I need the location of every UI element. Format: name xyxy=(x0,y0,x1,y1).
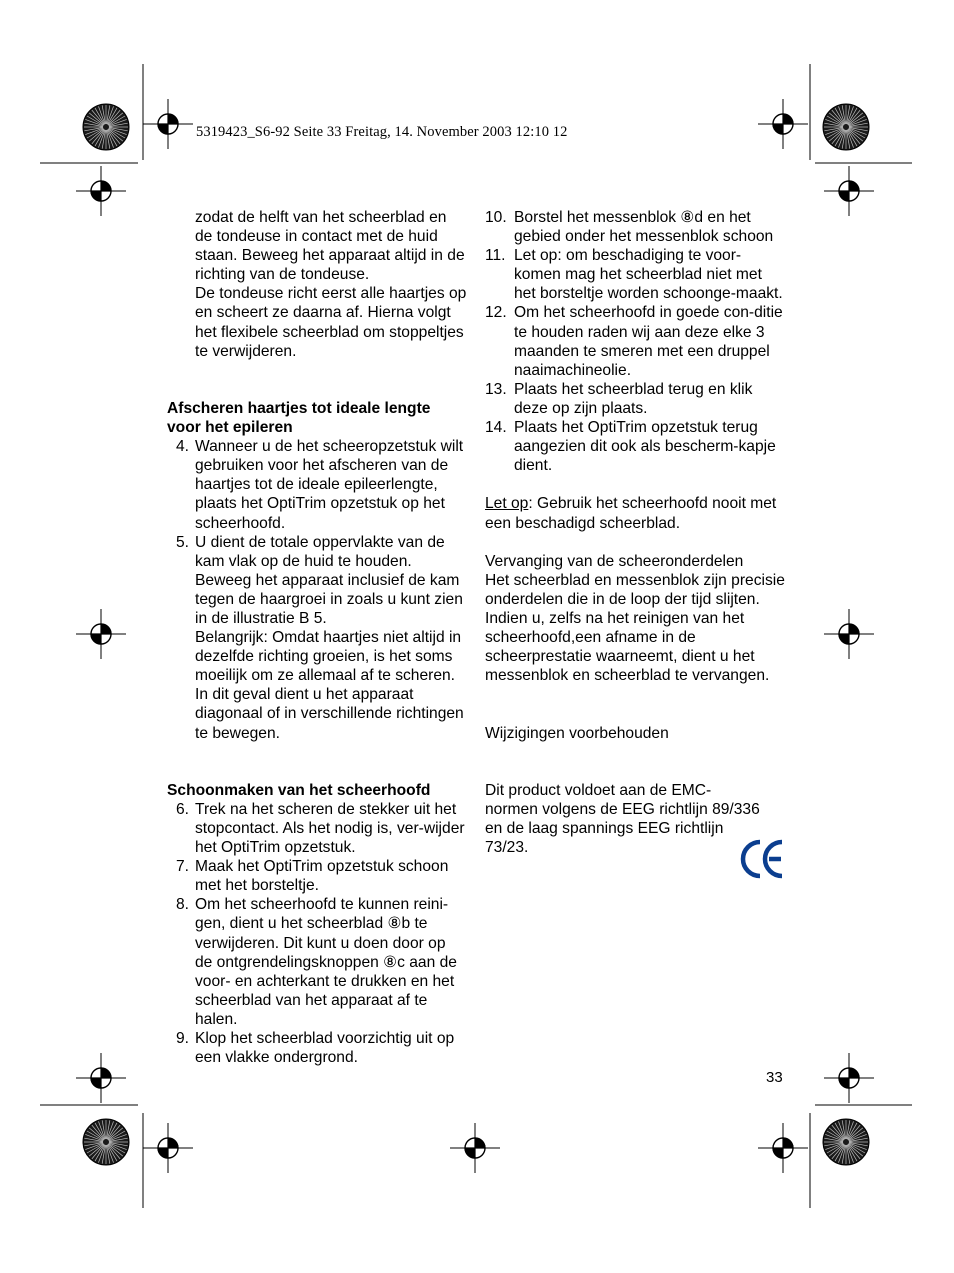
item-number: 5. xyxy=(176,533,190,551)
item-number: 4. xyxy=(176,438,190,456)
item-text: Plaats het OptiTrim opzetstuk terug aangezien dit ook als bescherm-kapje dient. xyxy=(514,419,776,475)
right-column xyxy=(485,208,785,857)
replacement-heading: Vervanging van de scheeronderdelen xyxy=(485,552,744,570)
list-item xyxy=(485,303,785,379)
registration-mark xyxy=(824,166,874,216)
item-number: 14. xyxy=(485,419,507,437)
warning-text: : Gebruik het scheerhoofd nooit met een beschadigd scheerblad. xyxy=(485,495,777,532)
list-item xyxy=(485,208,785,246)
list-item xyxy=(167,857,467,895)
item-number: 8. xyxy=(176,896,190,914)
list-item xyxy=(167,895,467,1029)
star-target xyxy=(83,1119,129,1165)
item-text: U dient de totale oppervlakte van de kam vlak op de huid te houden. Beweeg het apparaat inclusief de kam tegen de haargroei in zoals u kunt zien in de illustratie B 5. xyxy=(195,533,463,627)
list-item xyxy=(485,246,785,303)
item-text: Plaats het scheerblad terug en klik deze op zijn plaats. xyxy=(514,380,753,417)
item-note: Belangrijk: Omdat haartjes niet altijd in dezelfde richting groeien, is het soms moeilijk om ze allemaal af te scheren. xyxy=(195,629,462,685)
item-number: 10. xyxy=(485,209,507,226)
item-text: Klop het scheerblad voorzichtig uit op een vlakke ondergrond. xyxy=(195,1030,455,1067)
section-heading-cleaning: Schoonmaken van het scheerhoofd xyxy=(167,781,431,799)
star-target xyxy=(83,104,129,150)
registration-mark xyxy=(758,99,808,149)
item-note: In dit geval dient u het apparaat diagonaal of in verschillende richtingen te bewegen. xyxy=(195,686,464,742)
star-target xyxy=(823,104,869,150)
warning-paragraph xyxy=(485,494,785,532)
item-number: 7. xyxy=(176,858,190,876)
section-heading-epilation: Afscheren haartjes tot ideale lengte voor het epileren xyxy=(167,399,431,437)
registration-mark xyxy=(76,166,126,216)
left-column xyxy=(167,208,467,1067)
item-text: Om het scheerhoofd in goede con-ditie te houden raden wij aan deze elke 3 maanden te smeren met een druppel naaimachineolie. xyxy=(514,304,783,379)
item-text: Maak het OptiTrim opzetstuk schoon met het borsteltje. xyxy=(195,858,449,895)
item-text: Wanneer u de het scheeropzetstuk wilt gebruiken voor het afscheren van de haartjes tot de ideale epileerlengte, plaats het OptiTrim opzetstuk op het scheerhoofd. xyxy=(195,438,464,532)
list-item xyxy=(485,380,785,418)
list-item xyxy=(485,418,785,475)
list-item xyxy=(167,1029,467,1067)
page-number: 33 xyxy=(766,1069,783,1086)
registration-mark xyxy=(76,609,126,659)
list-item xyxy=(167,533,467,628)
registration-mark xyxy=(824,609,874,659)
registration-mark xyxy=(143,99,193,149)
item-number: 6. xyxy=(176,800,190,818)
intro-paragraph-1: zodat de helft van het scheerblad en de tondeuse in contact met de huid staan. Beweeg het apparaat altijd in de richting van de tondeuse. xyxy=(195,209,465,284)
registration-mark xyxy=(76,1053,126,1103)
replacement-paragraph: Het scheerblad en messenblok zijn precisie onderdelen die in de loop der tijd slijten. Indien u, zelfs na het reinigen van het scheerhoofd,een afname in de scheerprestatie waarneemt, dient u het messenblok en scheerblad te vervangen. xyxy=(485,571,785,685)
item-number: 12. xyxy=(485,304,507,322)
list-item xyxy=(167,437,467,532)
item-number: 9. xyxy=(176,1030,190,1048)
list-item xyxy=(167,800,467,857)
registration-mark xyxy=(758,1123,808,1173)
item-text: Om het scheerhoofd te kunnen reini-gen, dient u het scheerblad ⑧b te verwijderen. Dit kunt u doen door op de ontgrendelingsknoppen ⑧c aan de voor- en achterkant te drukken en het scheerblad van het apparaat af te halen. xyxy=(195,896,457,1028)
item-text: Let op: om beschadiging te voor-komen mag het scheerblad niet met het borsteltje worden schoonge-maakt. xyxy=(514,247,783,303)
item-number: 13. xyxy=(485,380,507,398)
item-text: Trek na het scheren de stekker uit het stopcontact. Als het nodig is, ver-wijder het OptiTrim opzetstuk. xyxy=(195,800,465,857)
changes-notice: Wijzigingen voorbehouden xyxy=(485,724,669,742)
warning-label: Let op xyxy=(485,495,529,513)
registration-mark xyxy=(450,1123,500,1173)
print-header: 5319423_S6-92 Seite 33 Freitag, 14. November 2003 12:10 12 xyxy=(196,124,568,140)
star-target xyxy=(823,1119,869,1165)
registration-mark xyxy=(143,1123,193,1173)
compliance-paragraph: Dit product voldoet aan de EMC-normen volgens de EEG richtlijn 89/336 en de laag spannings EEG richtlijn 73/23. xyxy=(485,781,760,857)
intro-paragraph-2: De tondeuse richt eerst alle haartjes op en scheert ze daarna af. Hierna volgt het flexibele scheerblad om stoppeltjes te verwijderen. xyxy=(195,285,467,360)
item-number: 11. xyxy=(485,247,506,265)
registration-mark xyxy=(824,1053,874,1103)
ce-mark-icon xyxy=(740,838,786,880)
item-text: Borstel het messenblok ⑧d en het gebied onder het messenblok schoon xyxy=(514,209,774,246)
